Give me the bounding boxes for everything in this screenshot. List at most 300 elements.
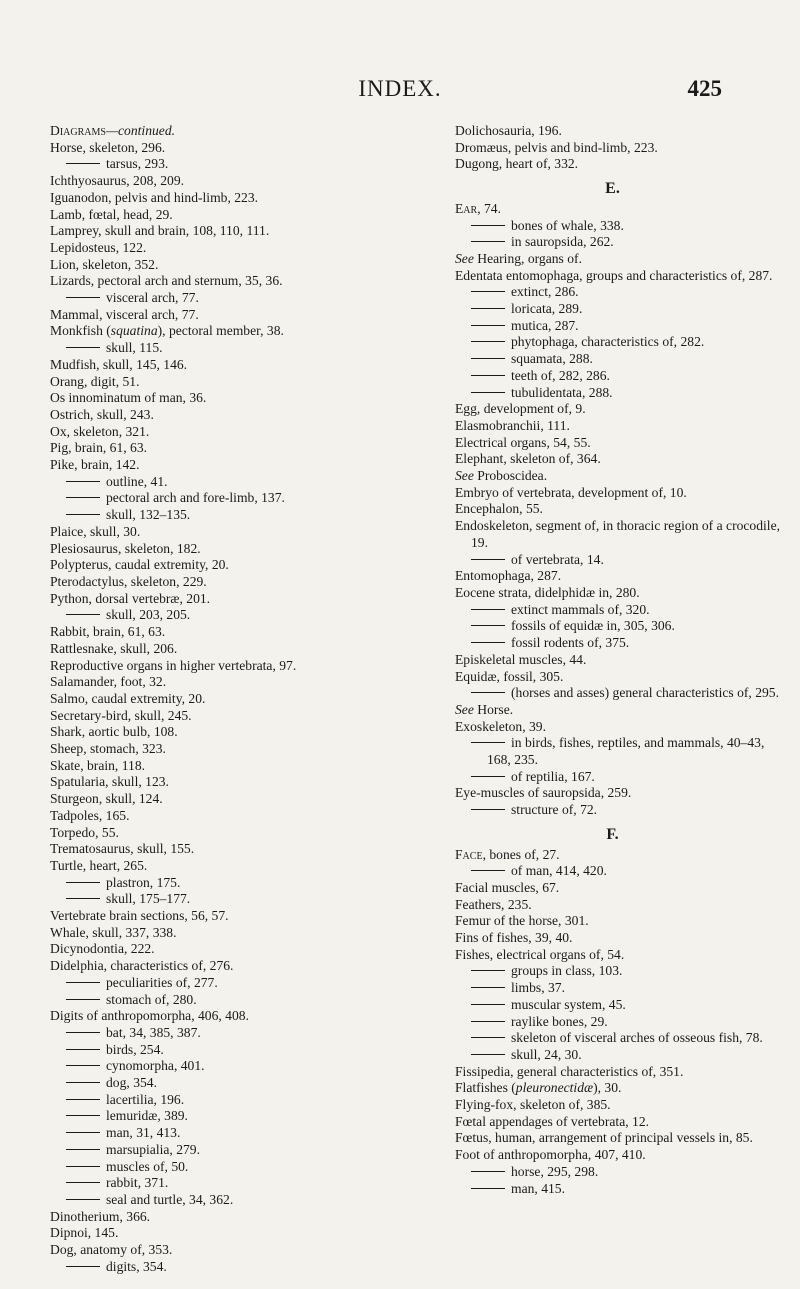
entry-text: Endoskeleton, segment of, in thoracic region of a crocodile, 19. [455,518,781,550]
index-subentry [50,1175,435,1192]
index-entry [50,724,435,741]
index-entry [50,240,435,257]
entry-text: lemuridæ, 389. [106,1108,188,1124]
repeat-dash [66,1182,100,1183]
index-entry [50,173,435,190]
repeat-dash [66,514,100,515]
index-subentry [50,340,435,357]
index-entry [50,223,435,240]
entry-text: Foot of anthropomorpha, 407, 410. [455,1147,646,1163]
index-entry [50,440,435,457]
index-entry [455,880,790,897]
repeat-dash [66,614,100,615]
repeat-dash [66,297,100,298]
entry-text: in birds, fishes, reptiles, and mammals, 40–43, 168, 235. [487,735,765,768]
entry-text: structure of, 72. [511,802,598,818]
entry-text: Salamander, foot, 32. [50,674,167,690]
entry-text: Proboscidea. [473,468,548,484]
index-entry [50,273,435,290]
entry-text: Dromæus, pelvis and bind-limb, 223. [455,139,658,155]
entry-italic: See [455,250,474,266]
repeat-dash [66,882,100,883]
index-subentry [455,769,790,786]
entry-text: Dinotherium, 366. [50,1208,151,1224]
page-number: 425 [687,76,722,101]
entry-text: Shark, aortic bulb, 108. [50,724,178,740]
entry-text: muscular system, 45. [511,996,626,1012]
entry-text: plastron, 175. [106,874,181,890]
entry-text: Lamb, fœtal, head, 29. [50,206,173,222]
index-subentry [50,1125,435,1142]
entry-text: Secretary-bird, skull, 245. [50,707,192,723]
entry-text: cynomorpha, 401. [106,1058,205,1074]
index-subentry [455,284,790,301]
entry-text: Os innominatum of man, 36. [50,390,207,406]
index-entry [455,702,790,719]
entry-text: bones of whale, 338. [511,217,624,233]
index-subentry [455,863,790,880]
repeat-dash [471,392,505,393]
entry-text: horse, 295, 298. [511,1163,599,1179]
entry-text: Sturgeon, skull, 124. [50,791,163,807]
index-entry [50,1209,435,1226]
index-subentry [50,507,435,524]
entry-text: Lamprey, skull and brain, 108, 110, 111. [50,223,270,239]
index-entry [50,791,435,808]
entry-text: raylike bones, 29. [511,1013,608,1029]
index-subentry [455,963,790,980]
index-entry [50,908,435,925]
repeat-dash [66,982,100,983]
entry-text: Entomophaga, 287. [455,568,562,584]
index-entry [455,785,790,802]
index-entry [455,451,790,468]
repeat-dash [471,870,505,871]
entry-text: Sheep, stomach, 323. [50,741,166,757]
index-subentry [50,607,435,624]
entry-text: in sauropsida, 262. [511,234,614,250]
entry-text: (horses and asses) general characteristics of, 295. [511,685,779,701]
entry-text: Iguanodon, pelvis and hind-limb, 223. [50,189,259,205]
entry-text: Feathers, 235. [455,896,532,912]
index-subentry [455,318,790,335]
entry-text: Rattlesnake, skull, 206. [50,640,178,656]
entry-text: teeth of, 282, 286. [511,367,610,383]
index-subentry [455,218,790,235]
entry-text: fossil rodents of, 375. [511,635,630,651]
index-entry [50,207,435,224]
repeat-dash [471,225,505,226]
index-entry [455,1130,790,1147]
entry-text: Skate, brain, 118. [50,757,146,773]
index-entry [50,691,435,708]
entry-text: birds, 254. [106,1041,164,1057]
entry-text: Lepidosteus, 122. [50,239,147,255]
entry-text: seal and turtle, 34, 362. [106,1192,234,1207]
index-entry [50,758,435,775]
index-subentry [50,891,435,908]
index-entry [455,485,790,502]
index-entry [50,658,435,675]
entry-text: Torpedo, 55. [50,824,119,840]
entry-text: Edentata entomophaga, groups and characteristics of, 287. [455,267,773,283]
entry-text: Electrical organs, 54, 55. [455,434,591,450]
entry-text: Python, dorsal vertebræ, 201. [50,590,211,606]
index-subentry [50,992,435,1009]
index-subentry [455,385,790,402]
entry-text: skull, 132–135. [106,507,191,523]
index-subentry [50,1108,435,1125]
entry-text: Monkfish ( [50,323,111,339]
entry-text: Lion, skeleton, 352. [50,256,159,272]
entry-text: Equidæ, fossil, 305. [455,668,564,684]
entry-text: Digits of anthropomorpha, 406, 408. [50,1008,249,1024]
repeat-dash [471,291,505,292]
index-subentry [455,685,790,702]
index-entry [50,741,435,758]
entry-italic: See [455,468,474,484]
index-entry [455,1080,790,1097]
entry-text: Fins of fishes, 39, 40. [455,930,573,946]
repeat-dash [471,375,505,376]
entry-text: extinct mammals of, 320. [511,601,650,617]
entry-text: skull, 203, 205. [106,607,191,623]
repeat-dash [471,987,505,988]
entry-text: Facial muscles, 67. [455,879,560,895]
entry-text: Whale, skull, 337, 338. [50,924,177,940]
repeat-dash [471,692,505,693]
entry-text: Ichthyosaurus, 208, 209. [50,173,185,189]
page-header [0,76,800,110]
entry-text: ), 30. [593,1080,622,1096]
entry-text: Polypterus, caudal extremity, 20. [50,557,229,573]
entry-text: fossils of equidæ in, 305, 306. [511,618,675,634]
index-entry [50,1225,435,1242]
entry-text: Hearing, organs of. [473,250,582,266]
repeat-dash [471,559,505,560]
entry-text: of man, 414, 420. [511,863,607,879]
index-subentry [50,490,435,507]
index-entry [455,1147,790,1164]
entry-text: Eye-muscles of sauropsida, 259. [455,785,632,801]
entry-text: bat, 34, 385, 387. [106,1024,201,1040]
entry-text: Didelphia, characteristics of, 276. [50,958,234,974]
entry-text: Mudfish, skull, 145, 146. [50,356,188,372]
index-entry [50,925,435,942]
index-subentry [455,1047,790,1064]
entry-text: Reproductive organs in higher vertebrata, 97. [50,657,297,673]
index-entry [50,407,435,424]
index-entry [50,357,435,374]
entry-text: Embryo of vertebrata, development of, 10. [455,484,687,500]
repeat-dash [471,1037,505,1038]
entry-text: Eocene strata, didelphidæ in, 280. [455,584,640,600]
entry-text: Flying-fox, skeleton of, 385. [455,1097,611,1113]
index-entry [50,457,435,474]
entry-italic: See [455,701,474,717]
entry-text: digits, 354. [106,1258,167,1274]
index-subentry [455,980,790,997]
entry-text: dog, 354. [106,1075,157,1091]
entry-text: peculiarities of, 277. [106,974,218,990]
repeat-dash [66,497,100,498]
index-subentry [455,735,790,768]
repeat-dash [471,1171,505,1172]
repeat-dash [66,1099,100,1100]
repeat-dash [471,325,505,326]
entry-text: skeleton of visceral arches of osseous fish, 78. [511,1030,763,1046]
entry-text: limbs, 37. [511,980,566,996]
index-entry [50,390,435,407]
index-entry [455,652,790,669]
entry-text: muscles of, 50. [106,1158,189,1174]
entry-text: Dolichosauria, 196. [455,123,562,138]
index-entry [50,841,435,858]
index-entry [50,257,435,274]
index-subentry [455,234,790,251]
entry-text: stomach of, 280. [106,991,197,1007]
entry-text: Plaice, skull, 30. [50,523,141,539]
entry-text: Orang, digit, 51. [50,373,140,389]
repeat-dash [471,1004,505,1005]
index-entry [50,858,435,875]
index-column-right [455,123,790,1197]
entry-text: squamata, 288. [511,351,593,367]
index-entry [50,708,435,725]
entry-text: Lizards, pectoral arch and sternum, 35, 36. [50,273,283,289]
index-entry [455,568,790,585]
index-subentry [50,1192,435,1209]
entry-text: , bones of, 27. [482,846,560,862]
entry-text: Trematosaurus, skull, 155. [50,841,195,857]
repeat-dash [471,1188,505,1189]
index-entry [50,825,435,842]
index-entry [50,190,435,207]
entry-text: Flatfishes ( [455,1080,516,1096]
index-entry [50,941,435,958]
index-entry [455,585,790,602]
index-entry [455,268,790,285]
entry-text: man, 415. [511,1180,565,1196]
entry-text: Pike, brain, 142. [50,457,140,473]
index-entry [455,669,790,686]
index-entry [455,1097,790,1114]
entry-text: Dicynodontia, 222. [50,941,155,957]
entry-text: Horse. [473,701,514,717]
index-subentry [455,1030,790,1047]
repeat-dash [66,1082,100,1083]
index-column-left [50,123,435,1276]
repeat-dash [66,999,100,1000]
entry-text: Dipnoi, 145. [50,1225,119,1241]
repeat-dash [66,1199,100,1200]
entry-italic: squatina [110,323,158,339]
entry-text: Fœtus, human, arrangement of principal vessels in, 85. [455,1130,753,1146]
index-entry [50,808,435,825]
repeat-dash [471,809,505,810]
repeat-dash [471,970,505,971]
repeat-dash [471,776,505,777]
index-entry [455,468,790,485]
index-entry [455,418,790,435]
index-entry [50,557,435,574]
entry-text: Encephalon, 55. [455,501,543,517]
entry-text: phytophaga, characteristics of, 282. [511,334,705,350]
entry-text: mutica, 287. [511,317,579,333]
index-entry [50,774,435,791]
index-entry [455,140,790,157]
repeat-dash [66,1149,100,1150]
repeat-dash [471,1054,505,1055]
entry-text: visceral arch, 77. [106,290,199,306]
index-entry [50,574,435,591]
index-entry [455,1064,790,1081]
index-entry [50,307,435,324]
index-entry [455,930,790,947]
index-subentry [455,301,790,318]
entry-text: of vertebrata, 14. [511,551,604,567]
index-entry [455,719,790,736]
entry-text: rabbit, 371. [106,1175,169,1191]
index-subentry [455,552,790,569]
entry-text: Exoskeleton, 39. [455,718,546,734]
index-entry [50,524,435,541]
index-entry [50,424,435,441]
index-entry [455,501,790,518]
index-entry [50,374,435,391]
section-letter: F. [606,825,619,843]
index-entry [455,156,790,173]
repeat-dash [471,642,505,643]
entry-text: Mammal, visceral arch, 77. [50,306,199,322]
index-subentry [455,1014,790,1031]
entry-text: Vertebrate brain sections, 56, 57. [50,908,229,924]
repeat-dash [471,308,505,309]
index-subentry [50,1025,435,1042]
index-subentry [50,1259,435,1276]
entry-text: skull, 24, 30. [511,1046,582,1062]
index-entry [455,251,790,268]
entry-text: tarsus, 293. [106,156,169,172]
entry-text: pectoral arch and fore-limb, 137. [106,490,285,506]
section-letter: E. [605,180,620,198]
repeat-dash [66,1115,100,1116]
entry-text: Ox, skeleton, 321. [50,423,150,439]
index-subentry [455,334,790,351]
entry-italic: pleuronectidæ [515,1080,594,1096]
index-subentry [455,802,790,819]
repeat-dash [471,625,505,626]
entry-text: —continued. [105,123,176,138]
index-entry [50,1008,435,1025]
entry-text: of reptilia, 167. [511,768,595,784]
repeat-dash [471,742,505,743]
entry-text: Salmo, caudal extremity, 20. [50,690,206,706]
entry-text: extinct, 286. [511,284,579,300]
index-subentry [50,1142,435,1159]
entry-heading: Ear [455,200,478,216]
entry-text: lacertilia, 196. [106,1091,185,1107]
index-entry [50,541,435,558]
repeat-dash [471,609,505,610]
index-entry [50,958,435,975]
repeat-dash [471,241,505,242]
repeat-dash [66,1065,100,1066]
entry-text: Horse, skeleton, 296. [50,139,166,155]
entry-text: , 74. [477,200,501,216]
running-title: INDEX. [358,76,442,101]
entry-text: Fœtal appendages of vertebrata, 12. [455,1113,650,1129]
repeat-dash [471,358,505,359]
index-entry [455,201,790,218]
entry-text: Tadpoles, 165. [50,807,130,823]
repeat-dash [66,1132,100,1133]
entry-text: skull, 175–177. [106,891,191,907]
index-entry [455,1114,790,1131]
repeat-dash [471,1021,505,1022]
index-entry [50,591,435,608]
entry-text: Elasmobranchii, 111. [455,417,570,433]
index-subentry [50,1159,435,1176]
index-entry [455,435,790,452]
entry-text: outline, 41. [106,473,168,489]
index-entry [455,897,790,914]
repeat-dash [66,347,100,348]
entry-text: Episkeletal muscles, 44. [455,651,587,667]
index-subentry [50,1092,435,1109]
index-entry [455,847,790,864]
index-entry [50,140,435,157]
index-entry [50,674,435,691]
index-subentry [50,975,435,992]
entry-text: Turtle, heart, 265. [50,857,148,873]
repeat-dash [66,1266,100,1267]
index-subentry [50,1075,435,1092]
repeat-dash [471,341,505,342]
index-entry [455,913,790,930]
entry-text: Ostrich, skull, 243. [50,406,154,422]
index-subentry [455,997,790,1014]
entry-text: loricata, 289. [511,301,583,317]
entry-heading: Face [455,846,483,862]
entry-text: Dog, anatomy of, 353. [50,1242,173,1258]
repeat-dash [66,163,100,164]
entry-text: Rabbit, brain, 61, 63. [50,624,166,640]
index-entry [455,401,790,418]
entry-text: Femur of the horse, 301. [455,913,589,929]
entry-text: ), pectoral member, 38. [157,323,284,339]
repeat-dash [66,1032,100,1033]
index-subentry [455,618,790,635]
index-entry [455,123,790,140]
index-subentry [50,156,435,173]
index-subentry [455,635,790,652]
entry-text: skull, 115. [106,340,163,356]
entry-text: Egg, development of, 9. [455,401,586,417]
index-subentry [455,1181,790,1198]
entry-text: Spatularia, skull, 123. [50,774,169,790]
index-entry [50,323,435,340]
index-entry [455,947,790,964]
index-subentry [455,1164,790,1181]
repeat-dash [66,481,100,482]
entry-text: groups in class, 103. [511,963,623,979]
entry-text: Fishes, electrical organs of, 54. [455,946,625,962]
entry-text: tubulidentata, 288. [511,384,613,400]
entry-text: Plesiosaurus, skeleton, 182. [50,540,201,556]
index-subentry [50,1042,435,1059]
index-subentry [50,474,435,491]
